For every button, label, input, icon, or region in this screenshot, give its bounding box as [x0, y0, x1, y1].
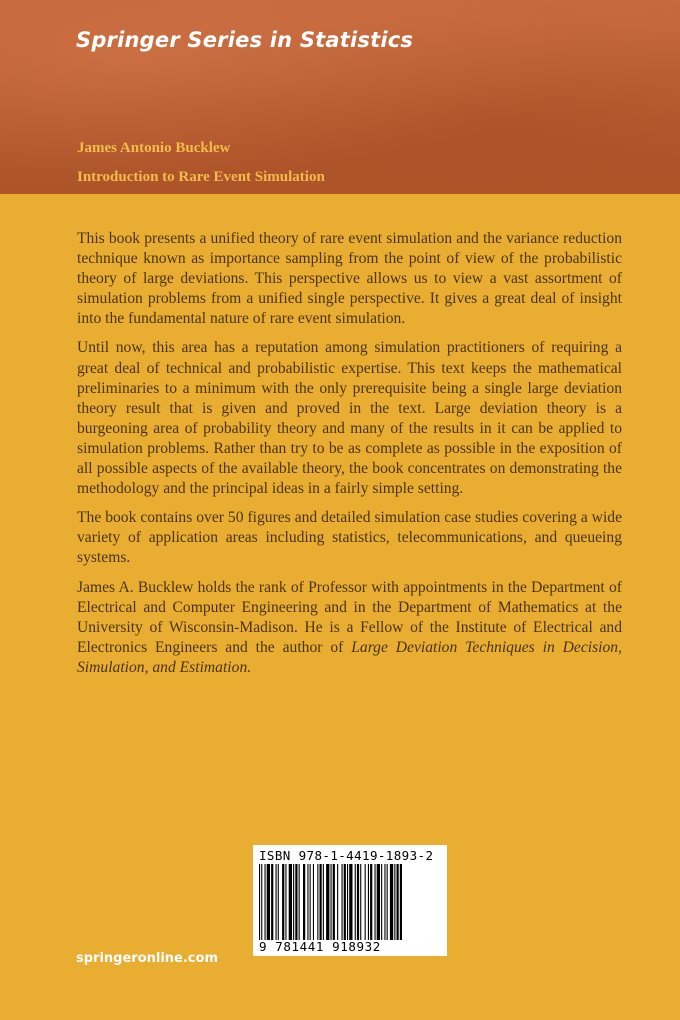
barcode-bar: [299, 864, 300, 940]
barcode-bar: [357, 864, 359, 940]
barcode-bar: [400, 864, 402, 940]
barcode-bar: [394, 864, 395, 940]
publisher-website: springeronline.com: [76, 951, 218, 966]
barcode-bar: [295, 864, 297, 940]
barcode-bar: [368, 864, 369, 940]
barcode-bar: [293, 864, 294, 940]
description-paragraph-1: This book presents a unified theory of rare event simulation and the variance reduction technique known as importance sampling from the point of view of the probabilistic theory of large deviations. This perspective allows us to view a vast assortment of simulation problems from a unified single perspective. It gives a great deal of insight into the fundamental nature of rare event simulation.: [77, 230, 622, 328]
barcode-bar: [344, 864, 346, 940]
barcode-bar: [276, 864, 277, 940]
barcode-bar: [381, 864, 382, 940]
barcode-bar: [397, 864, 399, 940]
barcode-bar: [390, 864, 393, 940]
barcode-bar: [342, 864, 343, 940]
barcode-bar: [347, 864, 348, 940]
barcode-bars: [259, 864, 439, 940]
barcode-bar: [333, 864, 335, 940]
barcode-bar: [313, 864, 314, 940]
barcode-bar: [370, 864, 372, 940]
barcode-bar: [310, 864, 311, 940]
barcode-bar: [285, 864, 286, 940]
author-previous-book-title: Large Deviation Techniques in Decision, Simulation, and Estimation.: [77, 638, 622, 676]
barcode-bar: [259, 864, 260, 940]
ean-digits: 9 781441 918932: [259, 939, 381, 954]
barcode-bar: [337, 864, 338, 940]
description-text: [77, 229, 622, 687]
barcode-bar: [320, 864, 322, 940]
barcode-bar: [384, 864, 385, 940]
barcode-bar: [387, 864, 388, 940]
author-bio-text: James A. Bucklew holds the rank of Professor with appointments in the Department of Electrical and Computer Engineering and in the Department of Mathematics at the University of Wisconsin-Madison. He is a Fellow of the Institute of Electrical and Electronics Engineers and the author of: [77, 578, 622, 656]
barcode-bar: [365, 864, 366, 940]
barcode-bar: [349, 864, 352, 940]
barcode-bar: [261, 864, 262, 940]
author-name: James Antonio Bucklew: [77, 140, 231, 156]
barcode-bar: [278, 864, 279, 940]
barcode-bar: [323, 864, 324, 940]
description-paragraph-3: The book contains over 50 figures and detailed simulation case studies covering a wide variety of application areas including statistics, telecommunications, and queueing systems.: [77, 509, 622, 567]
cover-top-band: [0, 0, 680, 194]
barcode-bar: [331, 864, 332, 940]
barcode-bar: [307, 864, 308, 940]
barcode-bar: [355, 864, 356, 940]
barcode-bar: [377, 864, 380, 940]
isbn-label: ISBN 978-1-4419-1893-2: [259, 848, 434, 863]
series-title: Springer Series in Statistics: [76, 28, 414, 52]
barcode-bar: [326, 864, 329, 940]
description-paragraph-2: Until now, this area has a reputation among simulation practitioners of requiring a great deal of technical and probabilistic expertise. This text keeps the mathematical preliminaries to a minimum with the only prerequisite being a single large deviation theory result that is given and proved in the text. Large deviation theory is a burgeoning area of probability theory and many of the results in it can be applied to simulation problems. Rather than try to be as complete as possible in the exposition of all possible aspects of the available theory, the book concentrates on demonstrating the methodology and the principal ideas in a fairly simple setting.: [77, 339, 622, 498]
barcode-bar: [317, 864, 318, 940]
isbn-barcode: [253, 845, 447, 956]
barcode-bar: [271, 864, 273, 940]
barcode-bar: [265, 864, 266, 940]
barcode-bar: [303, 864, 305, 940]
barcode-bar: [375, 864, 376, 940]
barcode-bar: [360, 864, 361, 940]
book-title: Introduction to Rare Event Simulation: [77, 169, 325, 185]
barcode-bar: [289, 864, 292, 940]
author-bio-paragraph: [77, 578, 622, 678]
barcode-bar: [267, 864, 270, 940]
barcode-bar: [282, 864, 284, 940]
